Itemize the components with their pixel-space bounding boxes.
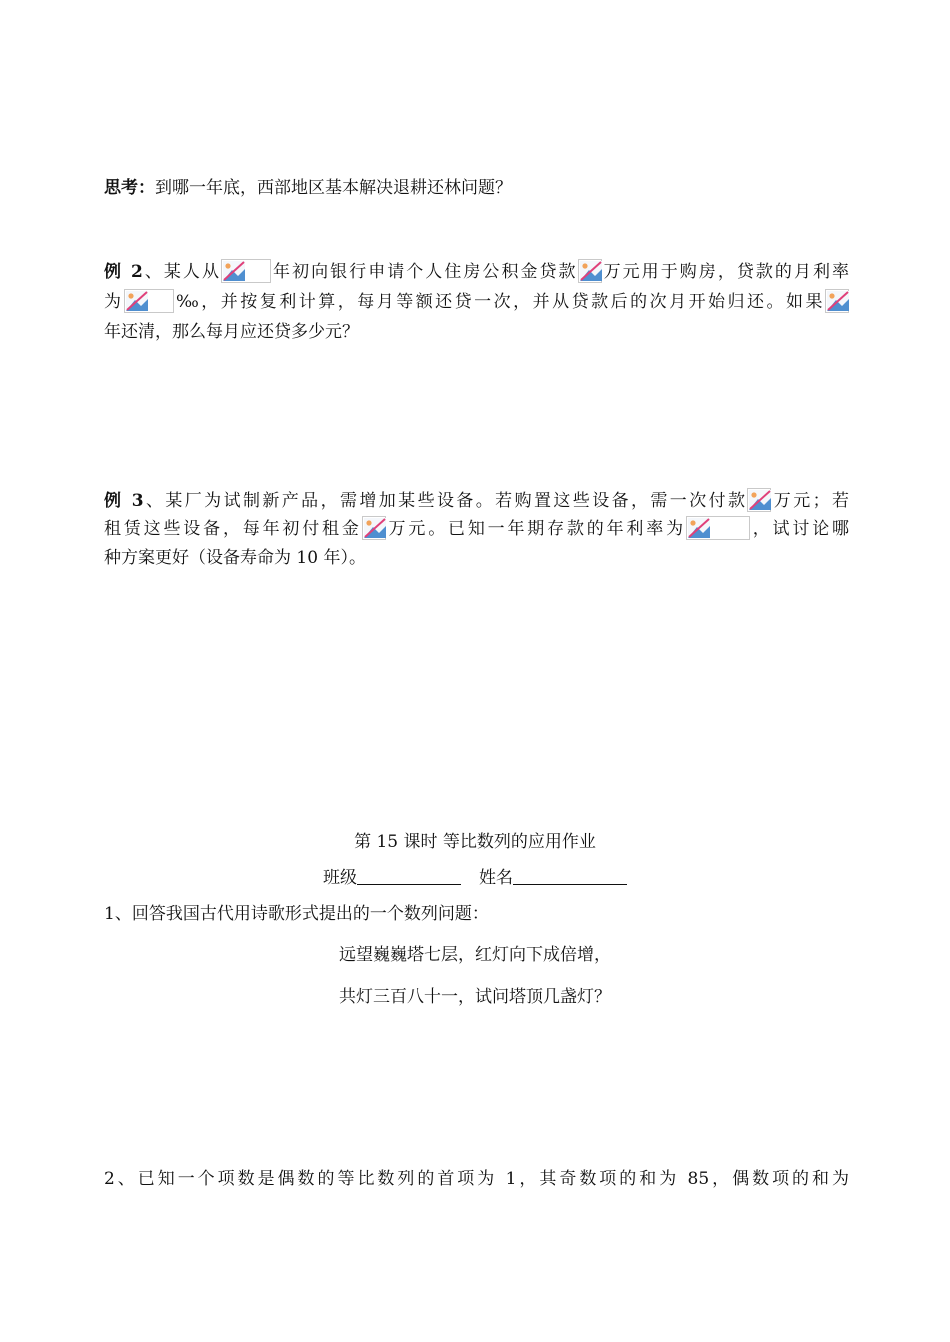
think-label: 思考： [104, 178, 155, 198]
poem-line-1 [0, 940, 950, 970]
example3-text: 万元。已知一年期存款的年利率为 [385, 519, 686, 539]
question-1 [104, 899, 849, 929]
name-field[interactable] [513, 866, 627, 885]
example2-label: 例 2 [104, 262, 143, 282]
think-line [104, 173, 849, 203]
example2-text: 年初向银行申请个人住房公积金贷款 [271, 262, 578, 282]
example2-text: 年还清，那么每月应还贷多少元？ [104, 322, 359, 342]
example2-line-2 [104, 287, 849, 317]
poem-line-2 [0, 982, 950, 1012]
example3-text: 、某厂为试制新产品，需增加某些设备。若购置这些设备，需一次付款 [143, 491, 748, 511]
question-1-text: 1、回答我国古代用诗歌形式提出的一个数列问题： [104, 904, 489, 924]
poem-line-1-text: 远望巍巍塔七层，红灯向下成倍增， [339, 945, 611, 965]
broken-image-icon [221, 259, 271, 283]
example3-text: 租赁这些设备，每年初付租金 [104, 519, 362, 539]
broken-image-icon [825, 289, 849, 313]
broken-image-icon [362, 516, 386, 540]
name-label: 姓名 [479, 868, 513, 888]
class-label: 班级 [323, 868, 357, 888]
think-text: 到哪一年底，西部地区基本解决退耕还林问题？ [155, 178, 512, 198]
question-2 [104, 1164, 849, 1194]
broken-image-icon [578, 259, 602, 283]
example3-text: ，试讨论哪 [749, 519, 850, 539]
example3-label: 例 3 [104, 491, 144, 511]
example3-line-3 [104, 543, 849, 573]
class-name-row [0, 863, 950, 893]
broken-image-icon [124, 289, 174, 313]
example2-text: 万元用于购房，贷款的月利率 [601, 262, 850, 282]
homework-title [0, 827, 950, 857]
example3-line-2 [104, 514, 849, 544]
example2-text: 、某人从 [142, 262, 221, 282]
example3-text: 种方案更好（设备寿命为 10 年）。 [104, 548, 366, 568]
homework-title-text: 第 15 课时 等比数列的应用作业 [354, 832, 596, 852]
poem-line-2-text: 共灯三百八十一，试问塔顶几盏灯？ [339, 987, 611, 1007]
example2-line-1 [104, 257, 849, 287]
example3-text: 万元；若 [771, 491, 850, 511]
example2-text: ‰，并按复利计算，每月等额还贷一次，并从贷款后的次月开始归还。如果 [173, 292, 826, 312]
broken-image-icon [686, 516, 750, 540]
example2-text: 为 [104, 292, 124, 312]
example3-line-1 [104, 486, 849, 516]
class-field[interactable] [357, 866, 461, 885]
question-2-text: 2、已知一个项数是偶数的等比数列的首项为 1，其奇数项的和为 85，偶数项的和为 [104, 1169, 849, 1189]
example2-line-3 [104, 317, 849, 347]
broken-image-icon [747, 488, 771, 512]
